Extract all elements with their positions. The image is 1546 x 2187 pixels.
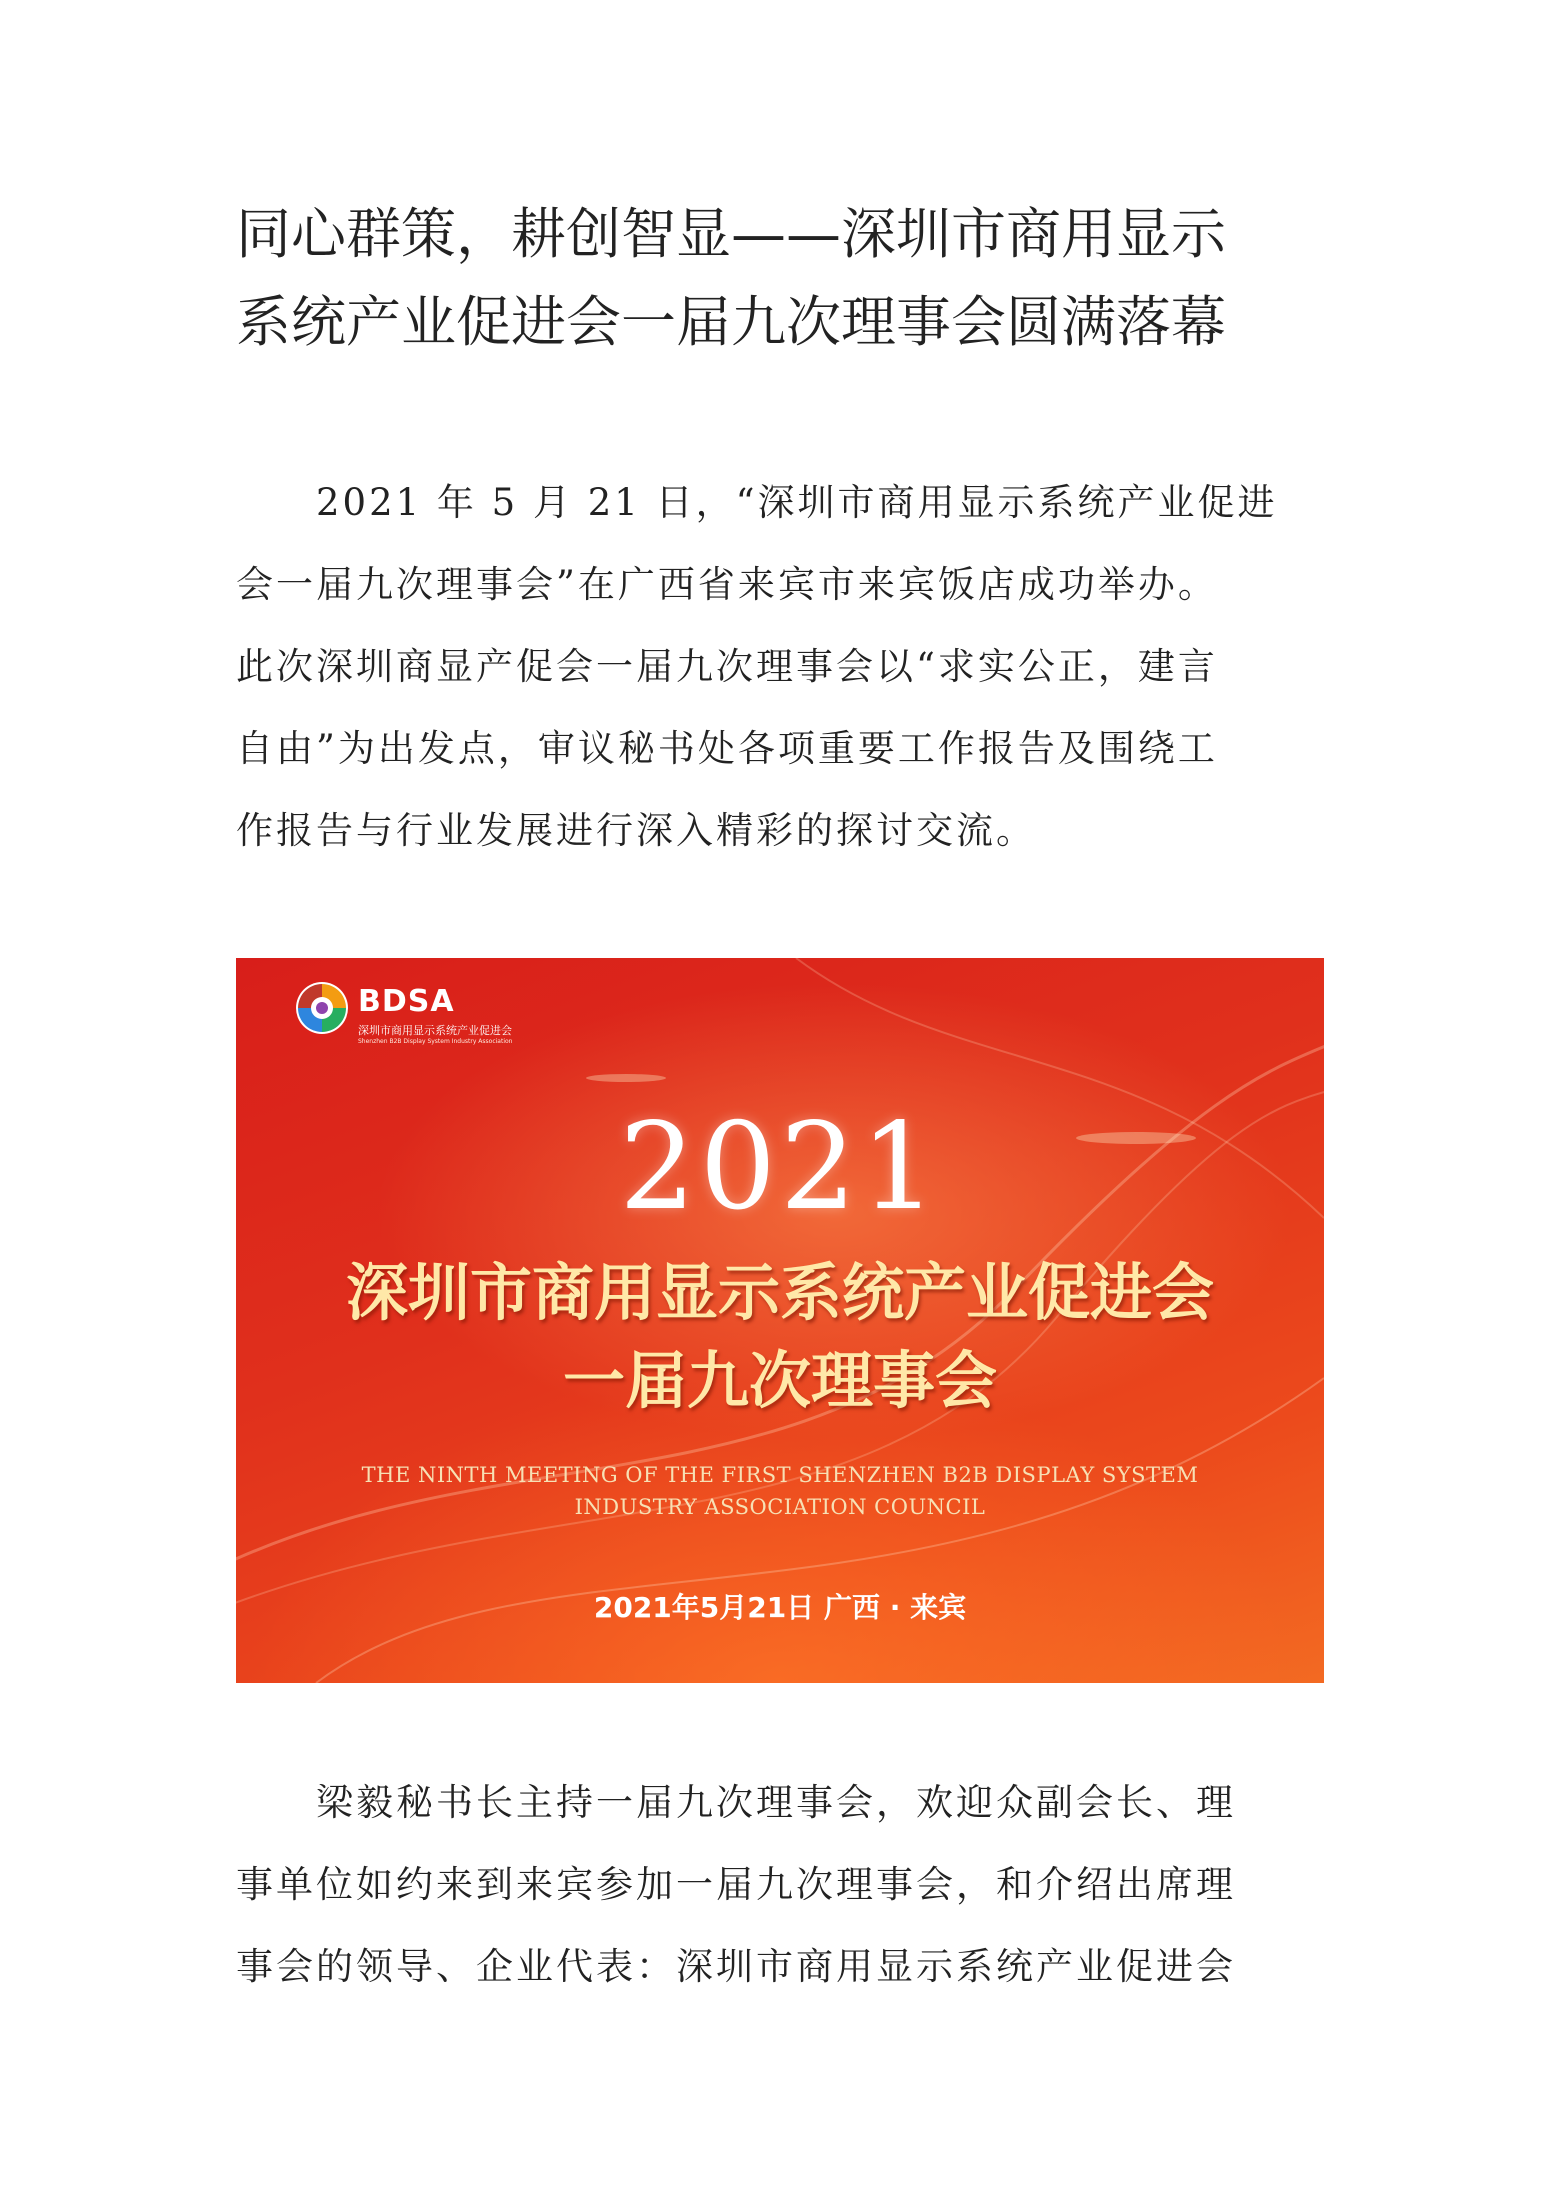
- title-line-1: 同心群策，耕创智显——深圳市商用显示: [236, 202, 1227, 266]
- bdsa-logo: [294, 980, 594, 1060]
- banner-year: 2021: [619, 1098, 941, 1237]
- paragraph-line: 梁毅秘书长主持一届九次理事会，欢迎众副会长、理: [236, 1781, 1236, 1824]
- logo-english-name: Shenzhen B2B Display System Industry Association: [358, 1038, 513, 1045]
- paragraph-line: 会一届九次理事会”在广西省来宾市来宾饭店成功举办。: [236, 563, 1218, 606]
- banner-headline-line-2: 一届九次理事会: [562, 1344, 997, 1417]
- paragraph-line: 自由”为出发点，审议秘书处各项重要工作报告及围绕工: [236, 727, 1218, 770]
- paragraph-intro: [236, 462, 1316, 872]
- banner-headline-line-1: 深圳市商用显示系统产业促进会: [345, 1256, 1214, 1329]
- paragraph-host: [236, 1762, 1316, 2008]
- banner-english-line-1: THE NINTH MEETING OF THE FIRST SHENZHEN B2B DISPLAY SYSTEM: [361, 1463, 1199, 1487]
- paragraph-line: 事会的领导、企业代表：深圳市商用显示系统产业促进会: [236, 1945, 1236, 1988]
- paragraph-line: 2021 年 5 月 21 日，“深圳市商用显示系统产业促进: [236, 481, 1278, 524]
- banner-date-place: 2021年5月21日 广西 · 来宾: [593, 1591, 967, 1624]
- logo-chinese-name: 深圳市商用显示系统产业促进会: [358, 1024, 512, 1037]
- paragraph-line: 作报告与行业发展进行深入精彩的探讨交流。: [236, 809, 1036, 852]
- paragraph-line: 事单位如约来到来宾参加一届九次理事会，和介绍出席理: [236, 1863, 1236, 1906]
- article-title: [236, 190, 1346, 366]
- bdsa-logo-mark-icon: [294, 980, 350, 1036]
- paragraph-line: 此次深圳商显产促会一届九次理事会以“求实公正，建言: [236, 645, 1218, 688]
- banner-english-line-2: INDUSTRY ASSOCIATION COUNCIL: [574, 1495, 986, 1519]
- event-banner-image: [236, 958, 1324, 1683]
- title-line-2: 系统产业促进会一届九次理事会圆满落幕: [236, 290, 1227, 354]
- logo-abbreviation: BDSA: [358, 984, 455, 1019]
